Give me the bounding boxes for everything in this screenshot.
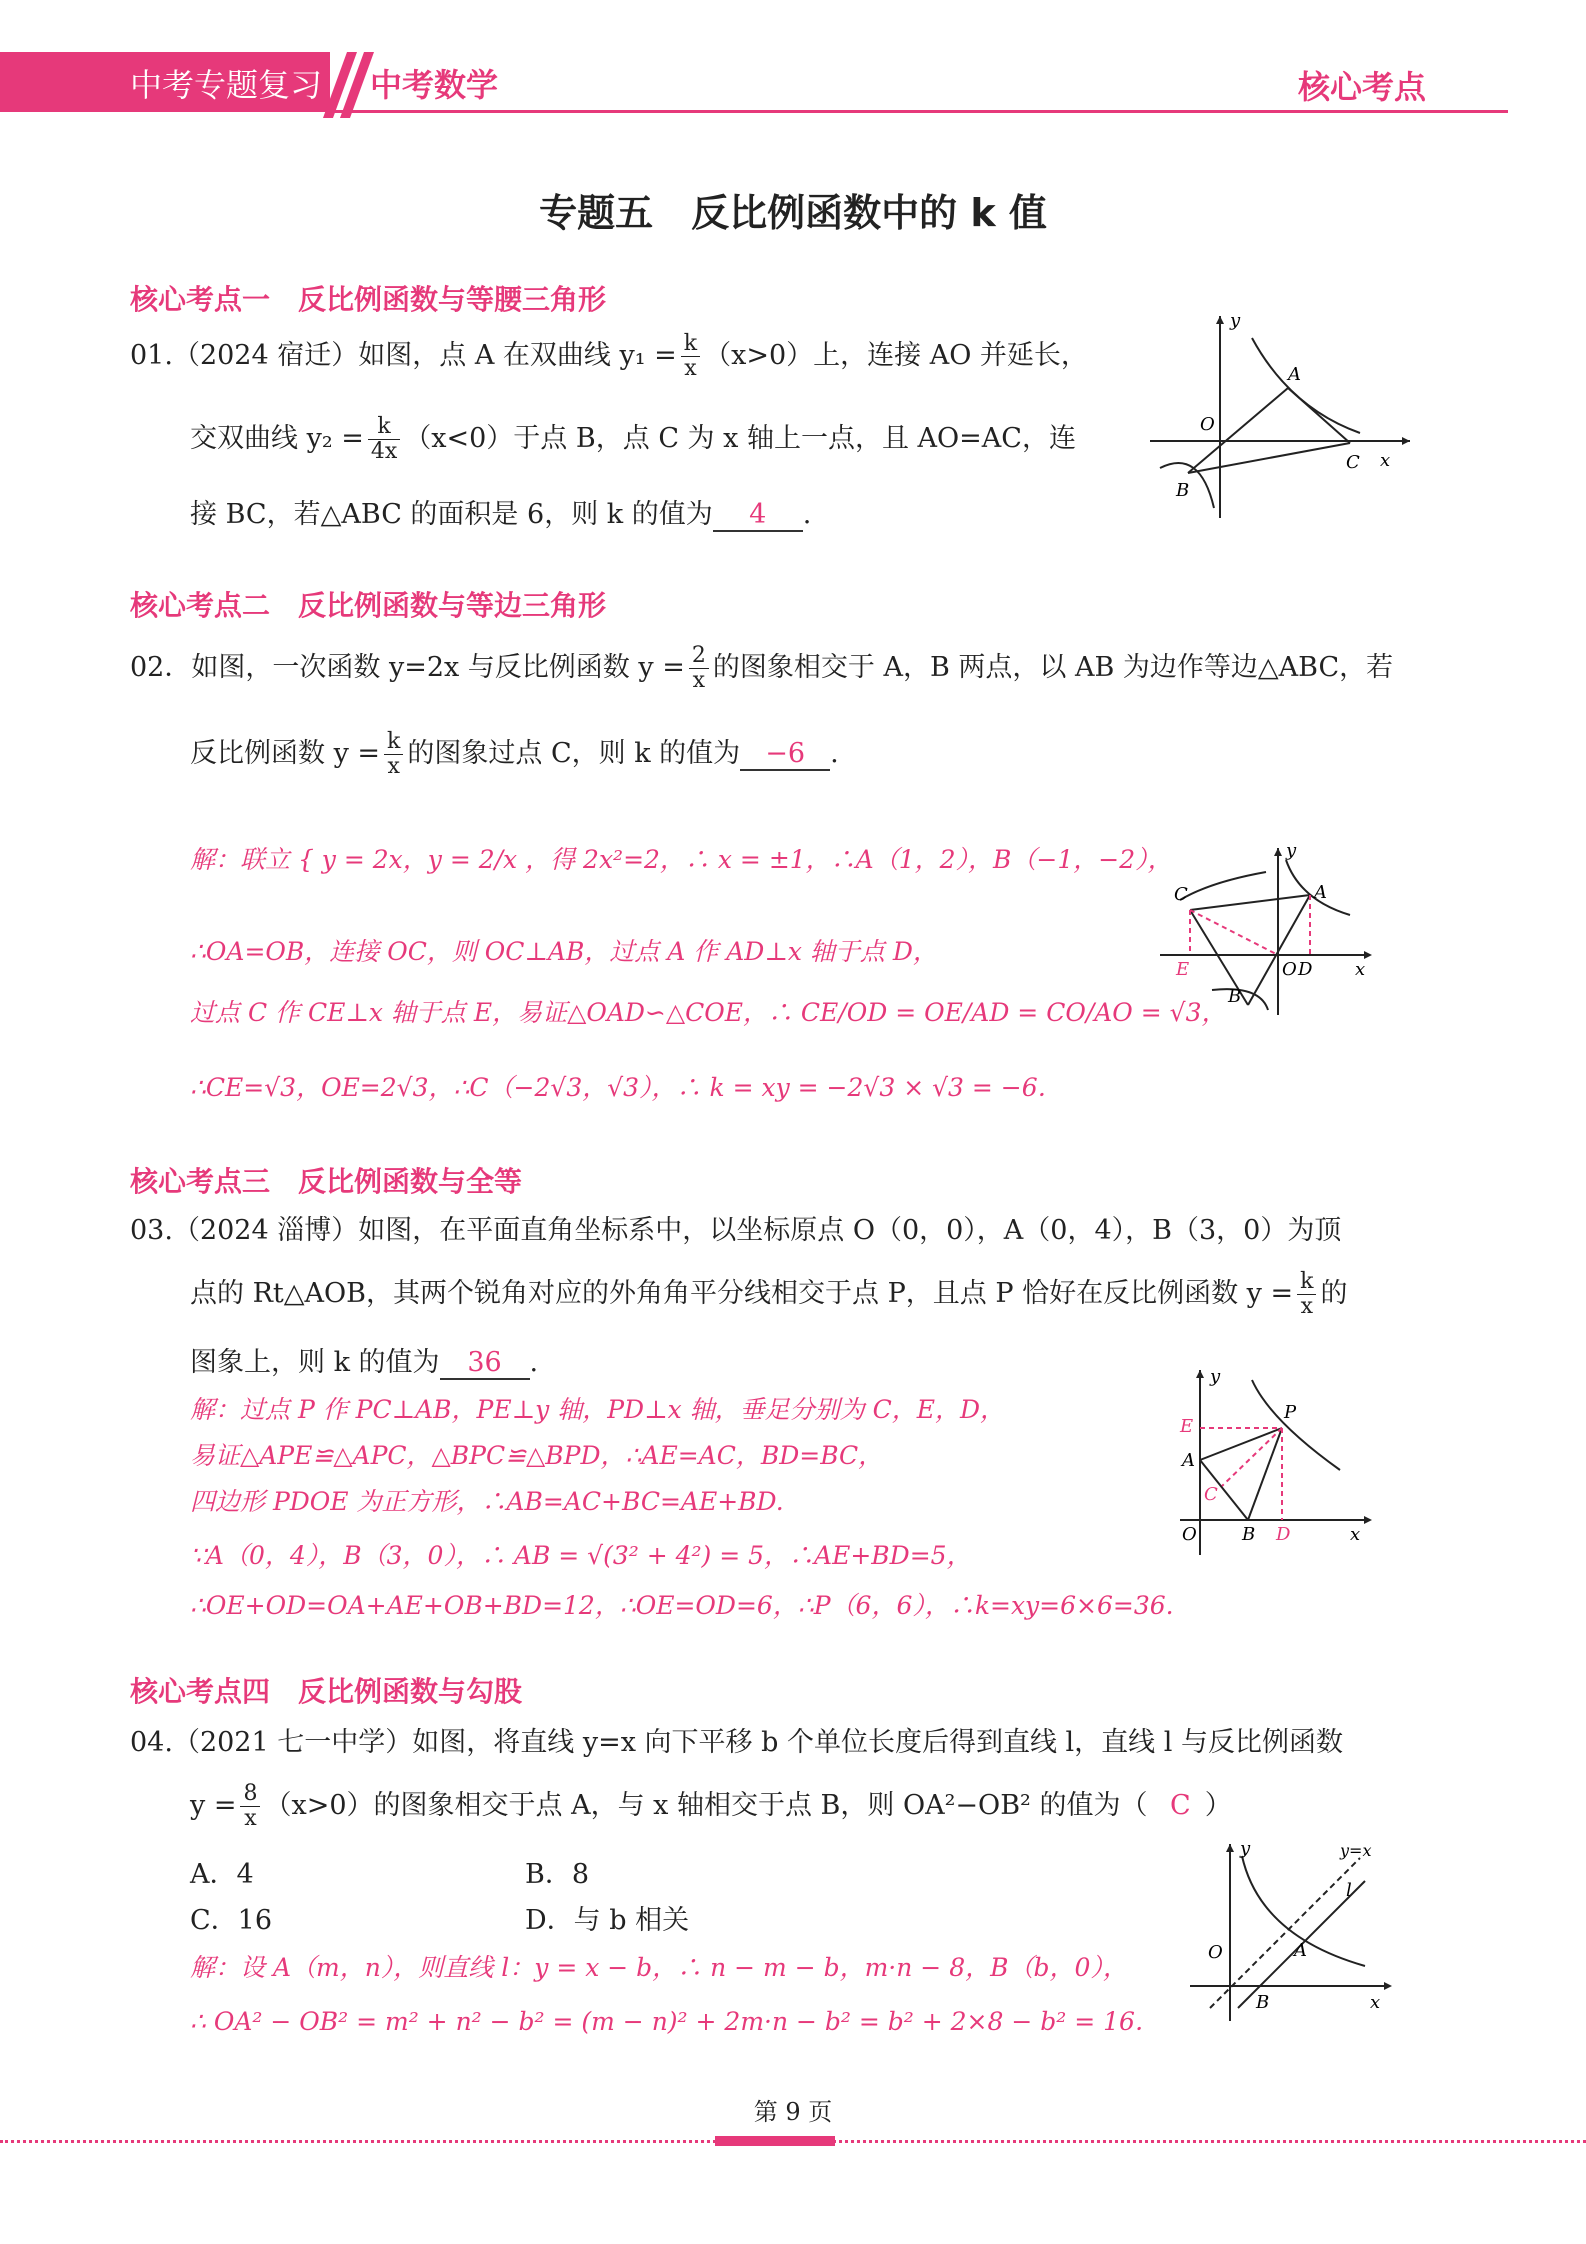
solution-4-line-2: ∴ OA² − OB² = m² + n² − b² = (m − n)² + 2m·n − b² = b² + 2×8 − b² = 16． (190, 2007, 1160, 2036)
problem-3-line-3: 图象上，则 k 的值为 36 . (190, 1347, 539, 1378)
problem-4-line-2: y = $\frac{8}{x}$ （x>0）的图象相交于点 A，与 x 轴相交于点 B，则 OA²−OB² 的值为（ C ） (190, 1781, 1232, 1832)
solution-3-line-3: 四边形 PDOE 为正方形，∴AB=AC+BC=AE+BD. (190, 1487, 784, 1516)
label-E: E (1180, 1416, 1194, 1437)
label-O: O (1182, 1524, 1197, 1545)
problem-2-line-2: 反比例函数 y = $\frac{k}{x}$ 的图象过点 C，则 k 的值为 −6 . (190, 729, 839, 780)
label-y: y (1230, 310, 1241, 331)
label-l: l (1346, 1880, 1352, 1901)
section-heading: 核心考点一 反比例函数与等腰三角形 (130, 283, 607, 316)
label-C: C (1204, 1484, 1218, 1505)
label-B: B (1176, 480, 1190, 501)
solution-3-line-2: 易证△APE≌△APC，△BPC≌△BPD，∴AE=AC，BD=BC， (190, 1441, 884, 1470)
answer-choice: C (1170, 1790, 1191, 1822)
option-b: B．8 (525, 1859, 590, 1890)
label-D: D (1276, 1524, 1291, 1545)
solution-2-line-4: ∴CE=√3，OE=2√3，∴C（−2√3，√3），∴ k = xy = −2√3 × √3 = −6． (190, 1073, 1063, 1102)
problem-3-line-1: 03.（2024 淄博）如图，在平面直角坐标系中，以坐标原点 O（0，0），A（0，4），B（3，0）为顶 (130, 1215, 1342, 1246)
option-d: D．与 b 相关 (525, 1905, 690, 1936)
label-y: y (1210, 1366, 1221, 1387)
label-A: A (1288, 364, 1301, 385)
section-heading: 核心考点四 反比例函数与勾股 (130, 1675, 523, 1708)
label-O: O (1282, 959, 1297, 980)
solution-2-line-2: ∴OA=OB，连接 OC，则 OC⊥AB，过点 A 作 AD⊥x 轴于点 D， (190, 937, 938, 966)
section-heading: 核心考点二 反比例函数与等边三角形 (130, 589, 607, 622)
problem-1-line-2: 交双曲线 y₂ = $\frac{k}{4x}$ （x<0）于点 B，点 C 为 x 轴上一点，且 AO=AC，连 (190, 414, 1076, 465)
solution-3-line-1: 解：过点 P 作 PC⊥AB，PE⊥y 轴，PD⊥x 轴，垂足分别为 C，E，D， (190, 1395, 1005, 1424)
header-subject: 中考数学 (370, 66, 499, 104)
label-x: x (1380, 450, 1391, 471)
option-a: A．4 (190, 1859, 254, 1890)
header-topic: 核心考点 (1297, 68, 1426, 106)
answer-blank: −6 (740, 738, 830, 771)
label-B: B (1228, 986, 1242, 1007)
problem-1-line-1: 01.（2024 宿迁）如图，点 A 在双曲线 y₁ = $\frac{k}{x}$ （x>0）上，连接 AO 并延长， (130, 331, 1088, 382)
problem-4-line-1: 04.（2021 七一中学）如图，将直线 y=x 向下平移 b 个单位长度后得到直线 l，直线 l 与反比例函数 (130, 1727, 1343, 1758)
label-y: y (1240, 1838, 1251, 1859)
label-B: B (1242, 1524, 1256, 1545)
label-P: P (1284, 1402, 1297, 1423)
problem-1-line-3: 接 BC，若△ABC 的面积是 6，则 k 的值为 4 . (190, 499, 812, 530)
problem-3-line-2: 点的 Rt△AOB，其两个锐角对应的外角角平分线相交于点 P，且点 P 恰好在反比例函数 y = $\frac{k}{x}$ 的 (190, 1269, 1348, 1320)
header-rule (330, 110, 1508, 113)
label-x: x (1355, 959, 1366, 980)
option-c: C．16 (190, 1905, 273, 1936)
label-y-eq-x: y=x (1340, 1841, 1372, 1860)
label-A: A (1294, 1940, 1307, 1961)
solution-3-line-4: ∵A（0，4），B（3，0），∴ AB = √(3² + 4²) = 5，∴AE+BD=5， (190, 1541, 972, 1570)
label-A: A (1182, 1450, 1195, 1471)
label-x: x (1350, 1524, 1361, 1545)
page-title: 专题五 反比例函数中的 k 值 (539, 191, 1047, 235)
answer-blank: 36 (440, 1347, 530, 1380)
figure-3 (1160, 1360, 1380, 1560)
label-C: C (1346, 452, 1360, 473)
label-C: C (1174, 884, 1188, 905)
label-B: B (1256, 1992, 1270, 2013)
solution-2-line-1: 解：联立 { y = 2x，y = 2/x ，得 2x²=2，∴ x = ±1，∴A（1，2），B（−1，−2）， (190, 845, 1173, 874)
solution-4-line-1: 解：设 A（m，n），则直线 l：y = x − b，∴ n − m − b，m·n − 8，B（b，0）， (190, 1953, 1128, 1982)
footer-mark (715, 2136, 835, 2146)
label-O: O (1200, 414, 1215, 435)
label-A: A (1314, 882, 1327, 903)
figure-1 (1140, 308, 1420, 528)
label-O: O (1208, 1942, 1223, 1963)
page-number: 第 9 页 (753, 2098, 833, 2126)
section-heading: 核心考点三 反比例函数与全等 (130, 1165, 523, 1198)
figure-4 (1180, 1836, 1400, 2026)
label-y: y (1286, 840, 1297, 861)
problem-2-line-1: 02．如图，一次函数 y=2x 与反比例函数 y = $\frac{2}{x}$ 的图象相交于 A，B 两点，以 AB 为边作等边△ABC，若 (130, 643, 1394, 694)
solution-3-line-5: ∴OE+OD=OA+AE+OB+BD=12，∴OE=OD=6，∴P（6，6），∴k=xy=6×6=36. (190, 1591, 1174, 1620)
label-E: E (1176, 959, 1190, 980)
label-D: D (1298, 959, 1313, 980)
header-series: 中考专题复习 (130, 66, 323, 104)
solution-2-line-3: 过点 C 作 CE⊥x 轴于点 E，易证△OAD∽△COE，∴ CE/OD = OE/AD = CO/AO = √3， (190, 998, 1227, 1027)
figure-2 (1150, 840, 1380, 1020)
answer-blank: 4 (713, 499, 803, 532)
label-x: x (1370, 1992, 1381, 2013)
